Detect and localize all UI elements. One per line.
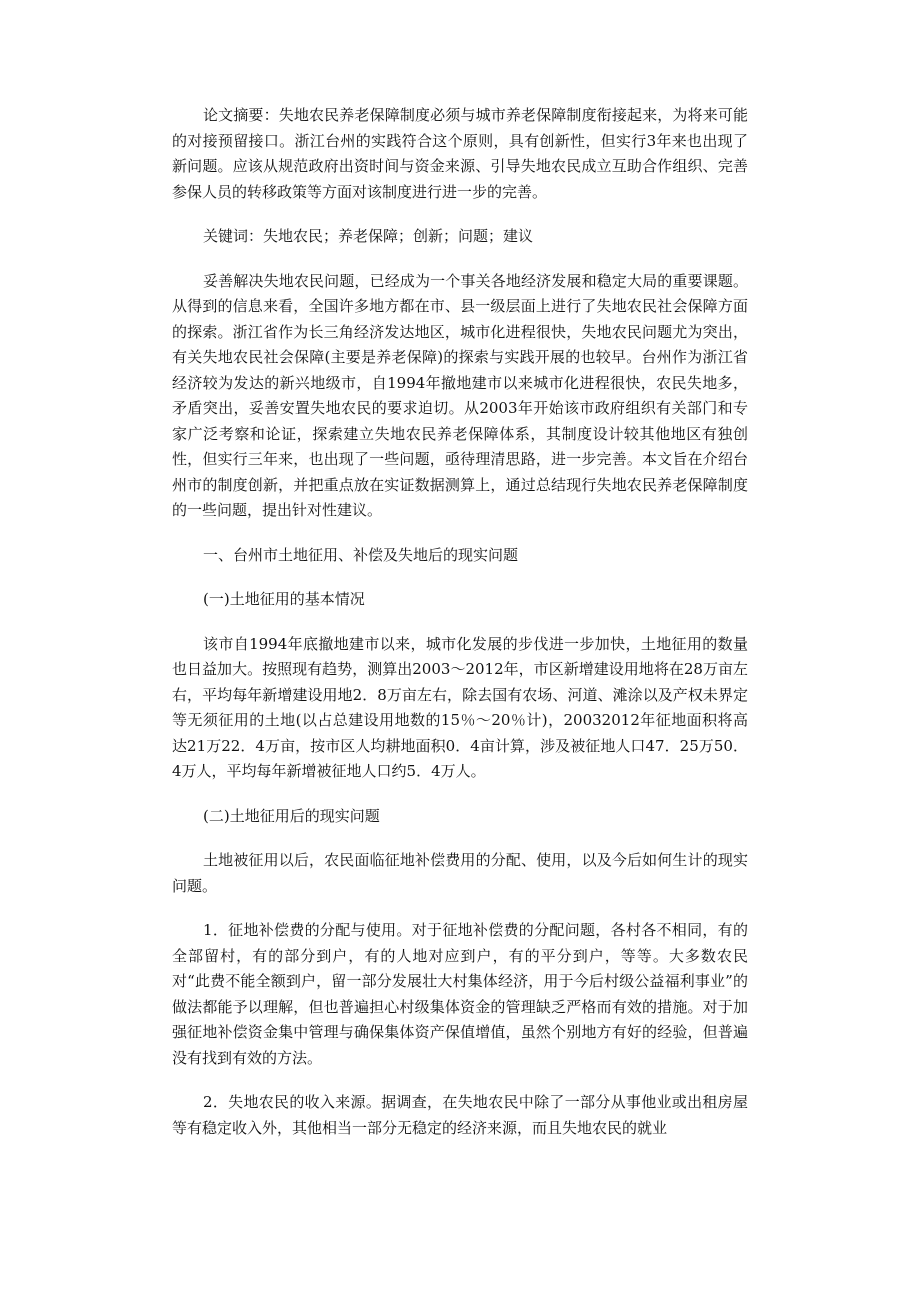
keywords-line: 关键词：失地农民；养老保障；创新；问题；建议 xyxy=(203,227,534,245)
subsection-1-heading: (一)土地征用的基本情况 xyxy=(203,590,365,608)
subsection-1-paragraph: 该市自1994年底撤地建市以来，城市化发展的步伐进一步加快，土地征用的数量也日益加大。按照现有趋势，测算出2003～2012年，市区新增建设用地将在28万亩左右，平均每年新增建设用地2．8万亩左右，除去国有农场、河道、滩涂以及产权未界定等无须征用的土地(以占总建设用地数的15％～20％计)，20032012年征地面积将高达21万22．4万亩，按市区人均耕地面积0．4亩计算，涉及被征地人口47．25万50．4万人，平均每年新增被征地人口约5．4万人。 xyxy=(172,634,748,780)
abstract-paragraph: 论文摘要：失地农民养老保障制度必须与城市养老保障制度衔接起来，为将来可能的对接预留接口。浙江台州的实践符合这个原则，具有创新性，但实行3年来也出现了新问题。应该从规范政府出资时间与资金来源、引导失地农民成立互助合作组织、完善参保人员的转移政策等方面对该制度进行进一步的完善。 xyxy=(172,106,748,201)
document-body xyxy=(172,103,748,1160)
item-1-paragraph: 1．征地补偿费的分配与使用。对于征地补偿费的分配问题，各村各不相同，有的全部留村，有的部分到户，有的人地对应到户，有的平分到户，等等。大多数农民对“此费不能全额到户，留一部分发展壮大村集体经济，用于今后村级公益福利事业”的做法都能予以理解，但也普遍担心村级集体资金的管理缺乏严格而有效的措施。对于加强征地补偿资金集中管理与确保集体资产保值增值，虽然个别地方有好的经验，但普遍没有找到有效的方法。 xyxy=(172,921,748,1067)
subsection-2-heading: (二)土地征用后的现实问题 xyxy=(203,806,380,825)
intro-paragraph: 妥善解决失地农民问题，已经成为一个事关各地经济发展和稳定大局的重要课题。从得到的信息来看，全国许多地方都在市、县一级层面上进行了失地农民社会保障方面的探索。浙江省作为长三角经济发达地区，城市化进程很快，失地农民问题尤为突出，有关失地农民社会保障(主要是养老保障)的探索与实践开展的也较早。台州作为浙江省经济较为发达的新兴地级市，自1994年撤地建市以来城市化进程很快，农民失地多，矛盾突出，妥善安置失地农民的要求迫切。从2003年开始该市政府组织有关部门和专家广泛考察和论证，探索建立失地农民养老保障体系，其制度设计较其他地区有独创性，但实行三年来，也出现了一些问题，亟待理清思路，进一步完善。本文旨在介绍台州市的制度创新，并把重点放在实证数据测算上，通过总结现行失地农民养老保障制度的一些问题，提出针对性建议。 xyxy=(172,271,748,519)
subsection-2-paragraph: 土地被征用以后，农民面临征地补偿费用的分配、使用，以及今后如何生计的现实问题。 xyxy=(172,851,748,895)
item-2-paragraph: 2．失地农民的收入来源。据调查，在失地农民中除了一部分从事他业或出租房屋等有稳定收入外，其他相当一部分无稳定的经济来源，而且失地农民的就业 xyxy=(172,1093,748,1137)
section-1-heading: 一、台州市土地征用、补偿及失地后的现实问题 xyxy=(203,545,519,564)
